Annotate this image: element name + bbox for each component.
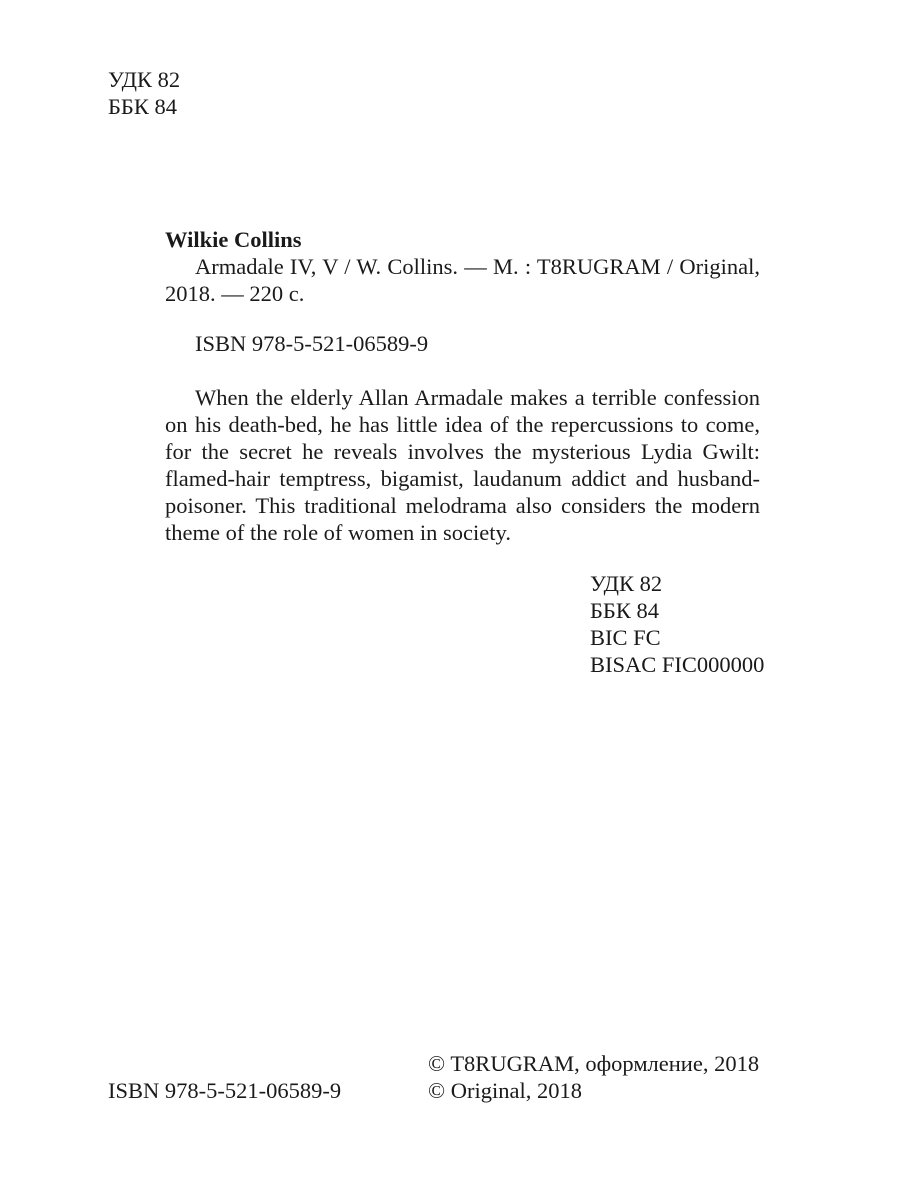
annotation-text: When the elderly Allan Armadale makes a terrible confession on his death-bed, he has little idea of the repercussions to come, for the secret he reveals involves the mysterious Lydia Gwilt: flamed-hair temptress, bigamist, laudanum addict and husband-poisoner. This traditional melodrama also considers the modern theme of the role of women in society. [165,385,760,545]
bic-code: BIC FC [590,625,661,650]
title-imprint-line: Armadale IV, V / W. Collins. — M. : T8RUGRAM / Original, [195,254,760,279]
udk-code: УДК 82 [108,67,181,92]
top-classification-codes [108,66,180,120]
bisac-code: BISAC FIC000000 [590,652,765,677]
annotation [165,384,760,546]
copyright-notices [428,1050,759,1104]
author-name: Wilkie Collins [165,227,302,252]
isbn-main [195,330,428,357]
isbn-bottom [108,1077,341,1104]
copyright-publisher: © T8RUGRAM, оформление, 2018 [428,1051,760,1076]
isbn-main-text: ISBN 978-5-521-06589-9 [195,331,429,356]
udk-code-right: УДК 82 [590,571,663,596]
isbn-bottom-text: ISBN 978-5-521-06589-9 [108,1078,342,1103]
right-classification-codes [590,570,764,678]
bbk-code: ББК 84 [108,94,177,119]
copyright-original: © Original, 2018 [428,1078,582,1103]
bibliographic-record [165,226,760,307]
bbk-code-right: ББК 84 [590,598,659,623]
year-pages-line: 2018. — 220 с. [165,281,305,306]
